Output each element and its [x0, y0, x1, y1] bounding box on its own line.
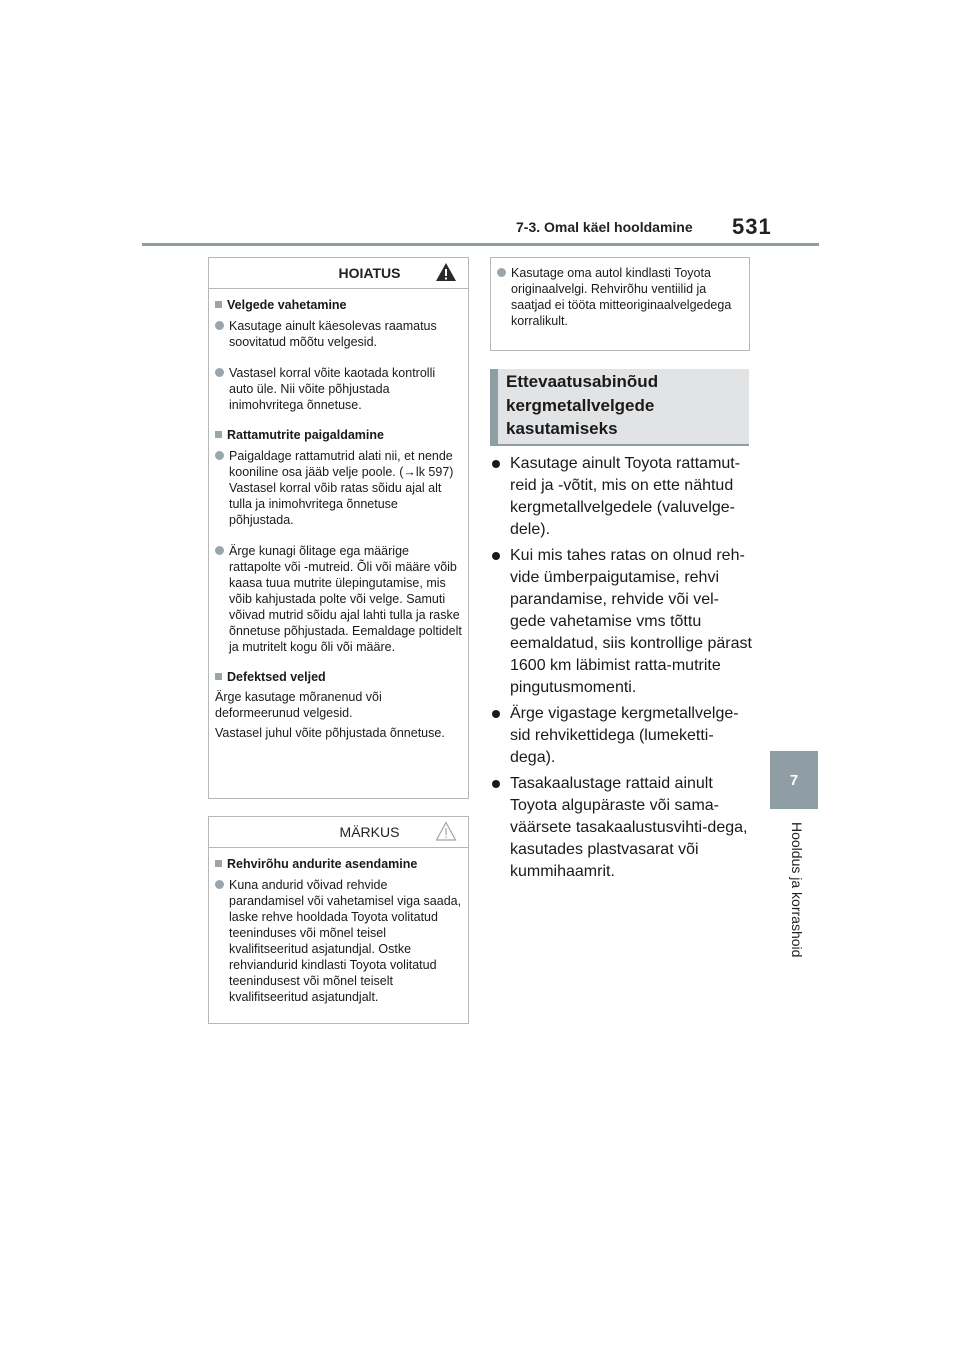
info-list-item: Kasutage oma autol kindlasti Toyota originaalvelgi. Rehvirõhu ventiilid ja saatjad ei tööta mitteoriginaalvelgedega korralikult.: [497, 265, 743, 329]
chapter-tab: 7: [770, 751, 818, 809]
bullet-item: Ärge vigastage kergmetallvelge-sid rehvikettidega (lumeketti-dega).: [490, 703, 752, 769]
notice-header: [209, 817, 468, 848]
section-heading: Ettevaatusabinõud kergmetallvelgede kasutamiseks: [506, 372, 659, 438]
notice-box: [208, 816, 469, 1024]
info-box: [490, 257, 750, 351]
warning-box: [208, 257, 469, 799]
header-divider: [142, 243, 819, 246]
warning-paragraph: Vastasel juhul võite põhjustada õnnetuse.: [215, 726, 445, 740]
section-heading-box: [490, 369, 749, 446]
bullet-item: Kui mis tahes ratas on olnud reh-vide ümberpaigutamise, rehvi parandamise, rehvide või vel-gede vahetamise vms tõttu eemaldatud, siis kontrollige pärast 1600 km läbimist ratta-mutrite pingutusmomenti.: [490, 545, 752, 699]
page-number: 531: [732, 214, 772, 239]
bullet-list: [490, 453, 752, 887]
chapter-title: Hooldus ja korrashoid: [789, 822, 805, 958]
warning-header: [209, 258, 468, 289]
warning-list-item: Kasutage ainult käesolevas raamatus soovitatud mõõtu velgesid.: [215, 318, 462, 350]
warning-group-heading: Defektsed veljed: [215, 669, 462, 685]
notice-title: MÄRKUS: [339, 824, 400, 840]
warning-group-heading: Rattamutrite paigaldamine: [215, 427, 462, 443]
warning-triangle-icon: [435, 262, 457, 282]
warning-title: HOIATUS: [338, 265, 401, 281]
notice-heading: Rehvirõhu andurite asendamine: [215, 856, 462, 872]
warning-group-heading: Velgede vahetamine: [215, 297, 462, 313]
warning-list-item: Vastasel korral võite kaotada kontrolli auto üle. Nii võite põhjustada inimohvritega õnnetuse.: [215, 365, 462, 413]
bullet-item: Tasakaalustage rattaid ainult Toyota algupäraste või sama-väärsete tasakaalustusvihti-dega, kasutades plastvasarat või kummihaamrit.: [490, 773, 752, 883]
warning-list-item: Ärge kunagi õlitage ega määrige rattapolte või -mutreid. Õli või määre võib kaasa tuua mutrite ülepingutamise, mis võib kahjustada polte või velge. Samuti võivad mutrid sõidu ajal lahti tulla ja raske õnnetuse põhjustada. Eemaldage poltidelt ja mutritelt kogu õli või määre.: [215, 543, 462, 655]
bullet-item: Kasutage ainult Toyota rattamut-reid ja -võtit, mis on ette nähtud kergmetallvelgedele (valuvelge-dele).: [490, 453, 752, 541]
section-title: 7-3. Omal käel hooldamine: [516, 219, 693, 235]
warning-list-item: Paigaldage rattamutrid alati nii, et nende kooniline osa jääb velje poole. (→lk 597) Vastasel korral võib ratas sõidu ajal alt tulla ja inimohvritega õnnetuse põhjustada.: [215, 448, 462, 528]
notice-list-item: Kuna andurid võivad rehvide parandamisel või vahetamisel viga saada, laske rehve hooldada Toyota volitatud teeninduses või mõnel teisel kvalifitseeritud asjatundjal. Ostke rehviandurid kindlasti Toyota volitatud teenindusest või mõnel teiselt kvalifitseeritud asjatundjalt.: [215, 877, 462, 1005]
caution-triangle-icon: [435, 821, 457, 841]
warning-paragraph: Ärge kasutage mõranenud või deformeerunud velgesid.: [215, 690, 382, 720]
